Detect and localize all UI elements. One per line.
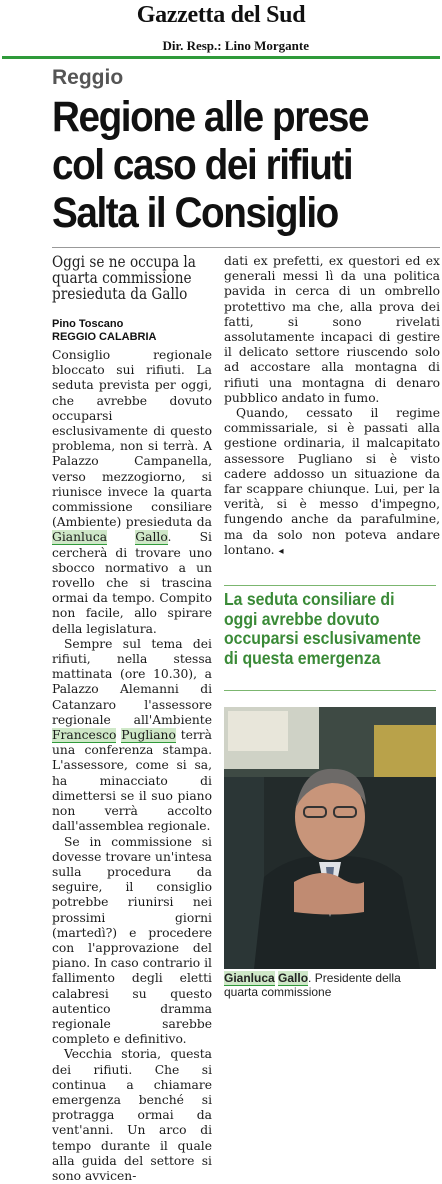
dateline: REGGIO CALABRIA xyxy=(52,331,157,343)
end-mark-icon: ◂ xyxy=(278,545,284,557)
highlight-name: Gianluca xyxy=(52,530,108,545)
paragraph: Quando, cessato il regime commissariale, si è passati alla gestione ordinaria, il malcapitato assessore Pugliano si è visto cadere addosso un situazione da far scappare chiunque. Lui, per la verità, si è messo d'impegno, fungendo anche da parafulmine, ma da solo non poteva andare lontano. ◂ xyxy=(224,406,440,557)
paragraph: Se in commissione si dovesse trovare un'intesa sulla procedura da seguire, il consiglio potrebbe riunirsi nei prossimi giorni (martedì?) e procedere con l'approvazione del piano. In caso contrario il fallimento degli eletti calabresi su questo autentico dramma regionale sarebbe completo e definitivo. xyxy=(52,834,212,1047)
headline-line-2: col caso dei rifiuti xyxy=(52,141,353,189)
highlight-name: Gallo xyxy=(135,530,168,545)
headline-line-3: Salta il Consiglio xyxy=(52,189,338,237)
highlight-name: Francesco xyxy=(52,728,117,743)
director-line: Dir. Resp.: Lino Morgante xyxy=(162,38,309,53)
masthead xyxy=(0,0,442,58)
masthead-rule xyxy=(2,56,440,59)
highlight-name: Pugliano xyxy=(121,728,176,743)
portrait-photo xyxy=(224,707,436,969)
pullquote-rule-bottom xyxy=(224,690,436,691)
headline-line-1: Regione alle prese xyxy=(52,93,369,141)
section-label: Reggio xyxy=(52,66,124,89)
caption-name: Gianluca xyxy=(224,971,275,985)
paragraph: dati ex prefetti, ex questori ed ex generali messi lì da una politica pavida in cerca di un ombrello protettivo ma che, alla prova dei fatti, si sono rivelati assolutamente incapaci di gestire il delicato settore riuscendo solo ad accostare alla montagna di rifiuti una montagna di denaro pubblico andato in fumo. xyxy=(224,254,440,405)
newspaper-title: Gazzetta del Sud xyxy=(136,2,306,28)
headline-rule xyxy=(52,247,440,248)
photo-caption: Gianluca Gallo. Presidente della quarta commissione xyxy=(224,971,401,999)
article-column-1 xyxy=(52,348,212,1184)
paragraph: Sempre sul tema dei rifiuti, nella stessa mattinata (ore 10.30), a Palazzo Alemanni di Catanzaro l'assessore regionale all'Ambiente Francesco Pugliano terrà una conferenza stampa. L'assessore, come si sa, ha minacciato di dimettersi se il suo piano non verrà accolto dall'assemblea regionale. xyxy=(52,636,212,834)
article-column-2 xyxy=(224,254,440,559)
paragraph: Consiglio regionale bloccato sui rifiuti. La seduta prevista per oggi, che avrebbe dovuto occuparsi esclusivamente di questo problema, non si terrà. A Palazzo Campanella, verso mezzogiorno, si riunisce invece la quarta commissione consiliare (Ambiente) presieduta da Gianluca Gallo. Si cercherà di trovare uno sbocco normativo a un rovello che si trascina ormai da tempo. Compito non facile, allo spirare della legislatura. xyxy=(52,348,212,636)
pullquote: La seduta consiliare di oggi avrebbe dovuto occuparsi esclusivamente di questa emergenza xyxy=(224,589,421,668)
headline xyxy=(52,93,403,237)
caption-name: Gallo xyxy=(278,971,309,985)
byline xyxy=(52,318,157,344)
author-name: Pino Toscano xyxy=(52,318,124,330)
portrait-image xyxy=(224,707,436,969)
pullquote-rule-top xyxy=(224,585,436,586)
paragraph: Vecchia storia, questa dei rifiuti. Che si continua a chiamare emergenza benché si protragga ormai da vent'anni. Un arco di tempo durante il quale alla guida del settore si sono avvicen- xyxy=(52,1047,212,1183)
deck-subtitle: Oggi se ne occupa la quarta commissione presieduta da Gallo xyxy=(52,253,196,303)
